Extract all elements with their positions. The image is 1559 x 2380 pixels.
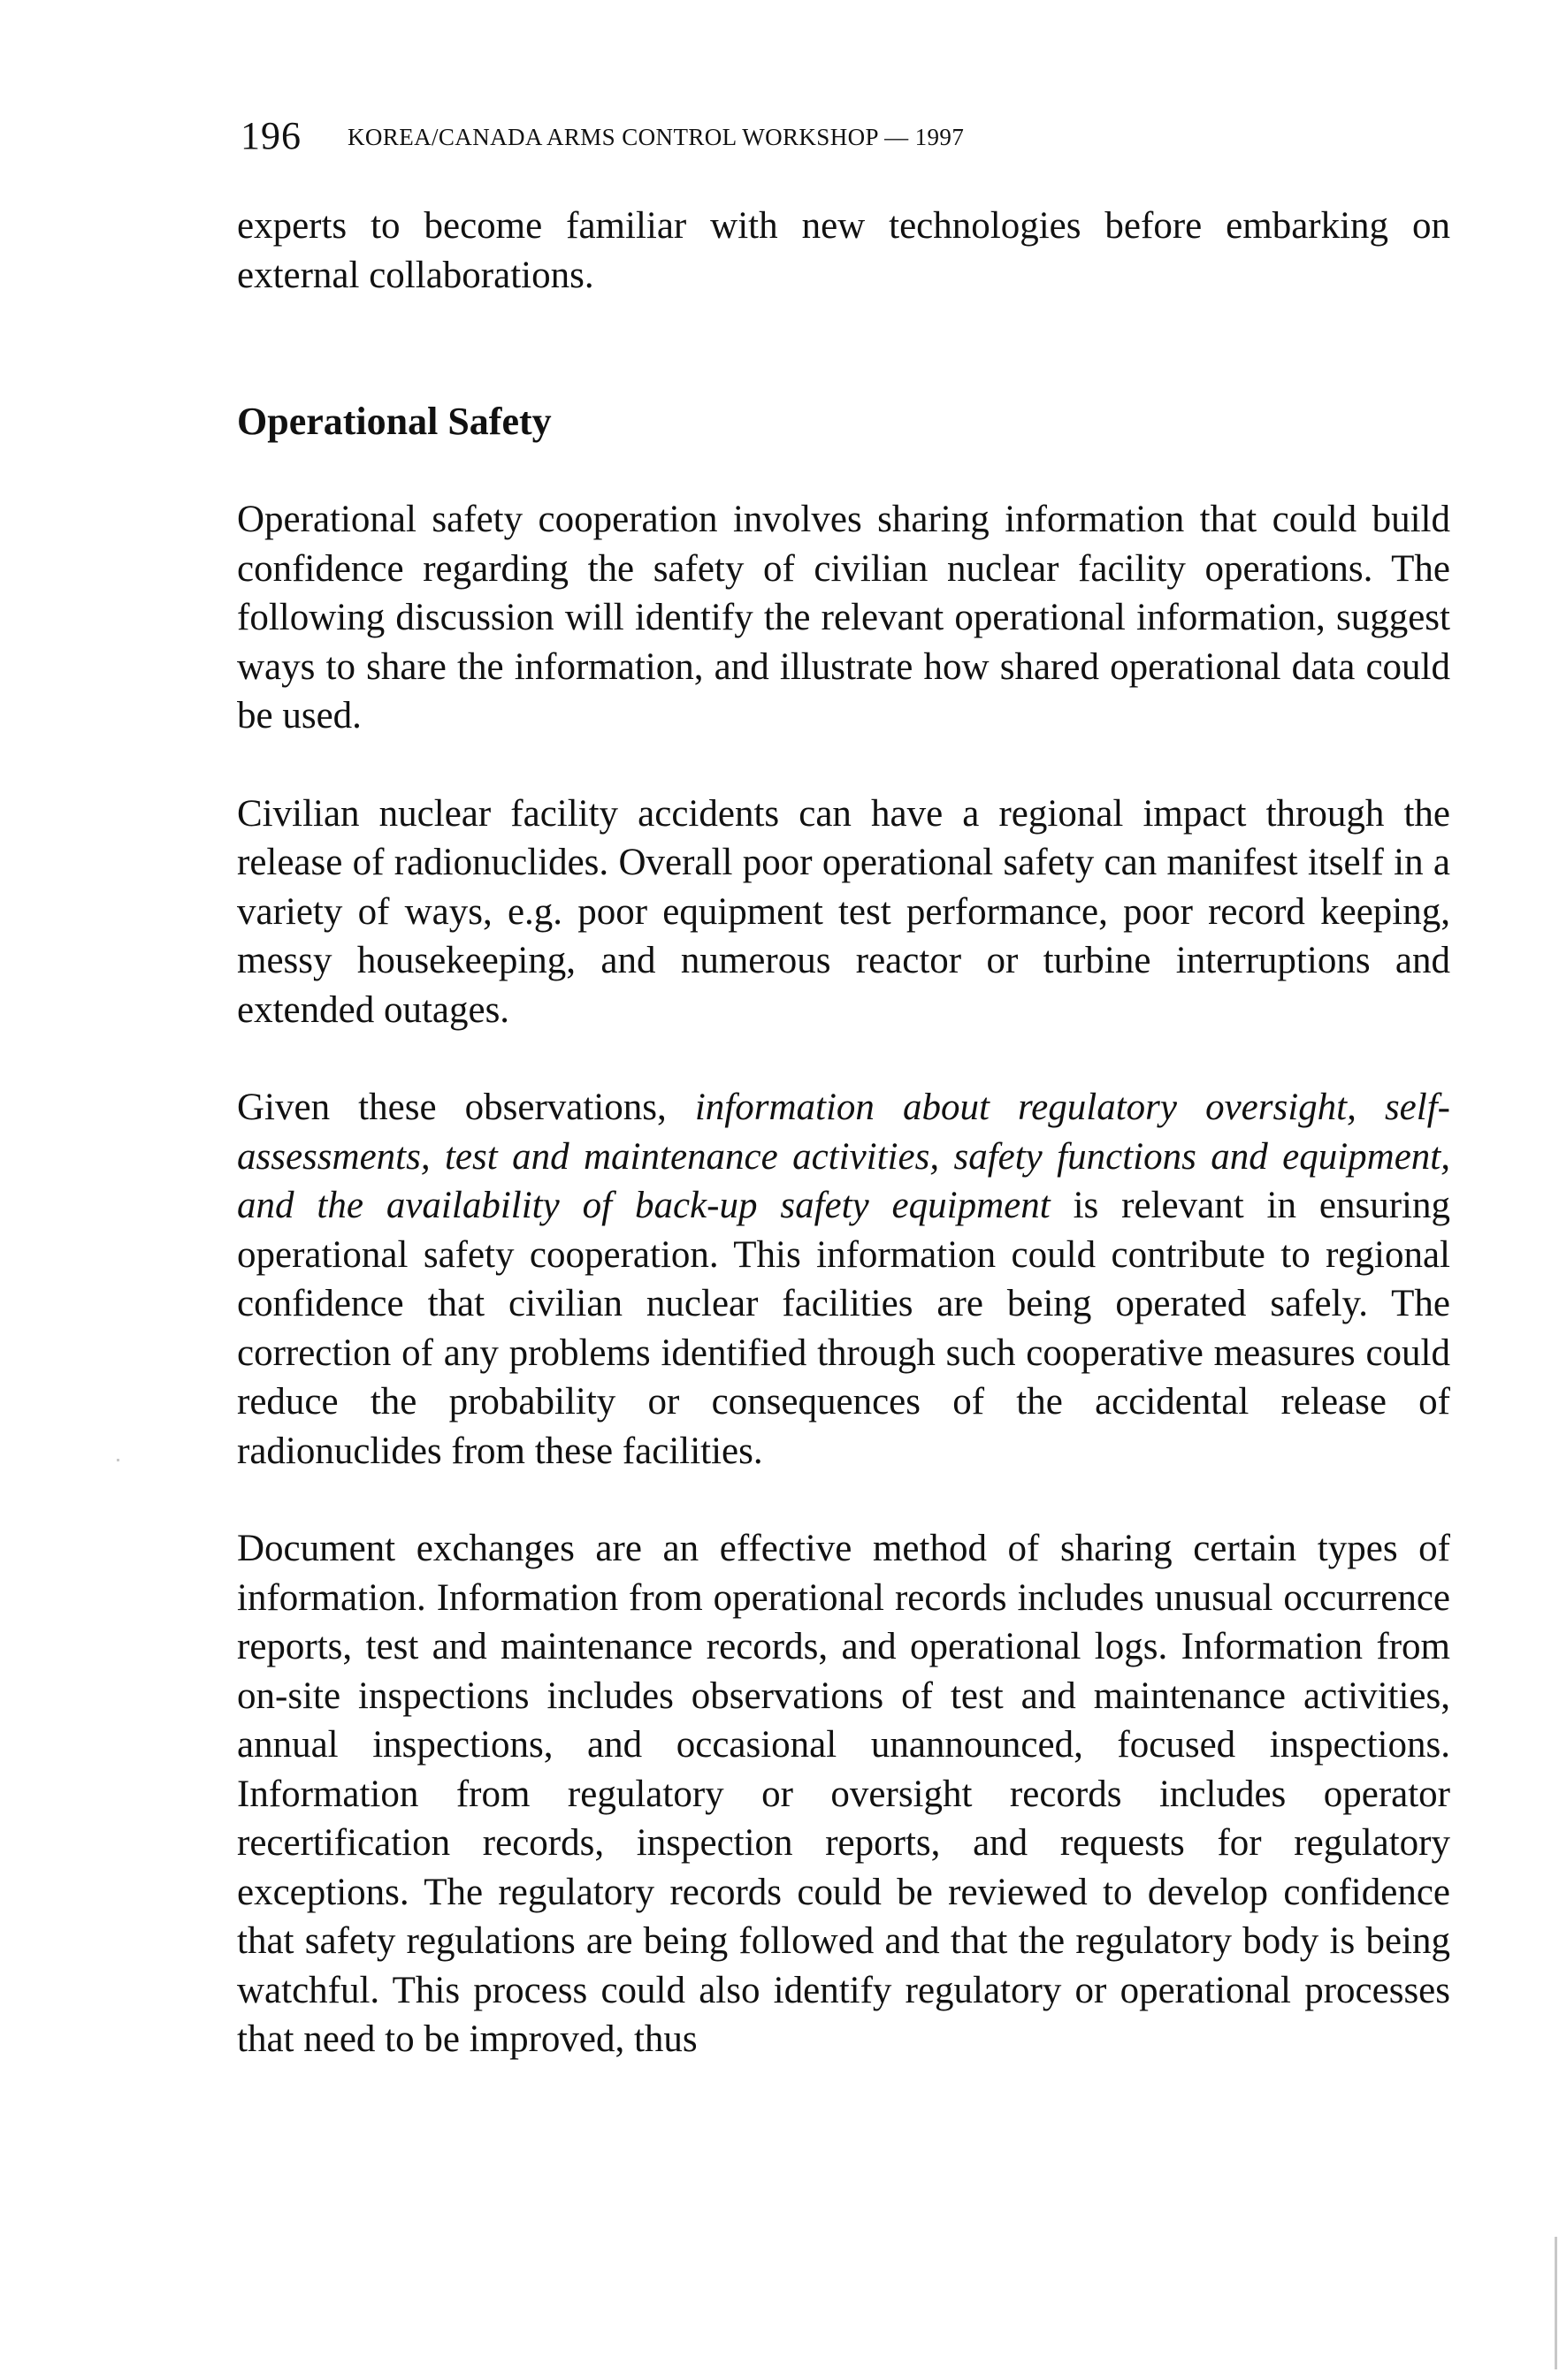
main-text: [237, 202, 1450, 2064]
scan-edge-mark: [1555, 2237, 1557, 2369]
paragraph-document-exchanges: Document exchanges are an effective method of sharing certain types of information. Information from operational records includes unusual occurrence reports, test and maintenance records, and operational logs. Information from on-site inspections includes observations of test and maintenance activities, annual inspections, and occasional unannounced, focused inspections. Information from regulatory or oversight records includes operator recertification records, inspection reports, and requests for regulatory exceptions. The regulatory records could be reviewed to develop confidence that safety regulations are being followed and that the regulatory body is being watchful. This process could also identify regulatory or operational processes that need to be improved, thus: [237, 1528, 1450, 2060]
italic-emphasis: information about regulatory oversight, self-assessments, test and maintenance activities, safety functions and equipment, and the availability of back-up safety equipment: [237, 1087, 1450, 1226]
paragraph-lead: Given these observations,: [237, 1087, 695, 1128]
paragraph-observations: [237, 1083, 1450, 1476]
section-heading: Operational Safety: [237, 400, 552, 443]
running-header: [241, 113, 964, 158]
continuation-paragraph: experts to become familiar with new technologies before embarking on external collaborations.: [237, 205, 1450, 296]
scan-speck: [117, 1459, 119, 1461]
paragraph-accidents: Civilian nuclear facility accidents can have a regional impact through the release of radionuclides. Overall poor operational safety can manifest itself in a variety of ways, e.g. poor equipment test performance, poor record keeping, messy housekeeping, and numerous reactor or turbine interruptions and extended outages.: [237, 792, 1450, 1031]
running-title: KOREA/CANADA ARMS CONTROL WORKSHOP — 1997: [348, 124, 965, 150]
paragraph-rest: is relevant in ensuring operational safety cooperation. This information could contribute to regional confidence that civilian nuclear facilities are being operated safely. The correction of any problems identified through such cooperative measures could reduce the probability or consequences of the accidental release of radionuclides from these facilities.: [237, 1185, 1450, 1472]
page-number: 196: [241, 114, 302, 157]
paragraph-operational-safety: Operational safety cooperation involves sharing information that could build confidence regarding the safety of civilian nuclear facility operations. The following discussion will identify the relevant operational information, suggest ways to share the information, and illustrate how shared operational data could be used.: [237, 499, 1450, 736]
